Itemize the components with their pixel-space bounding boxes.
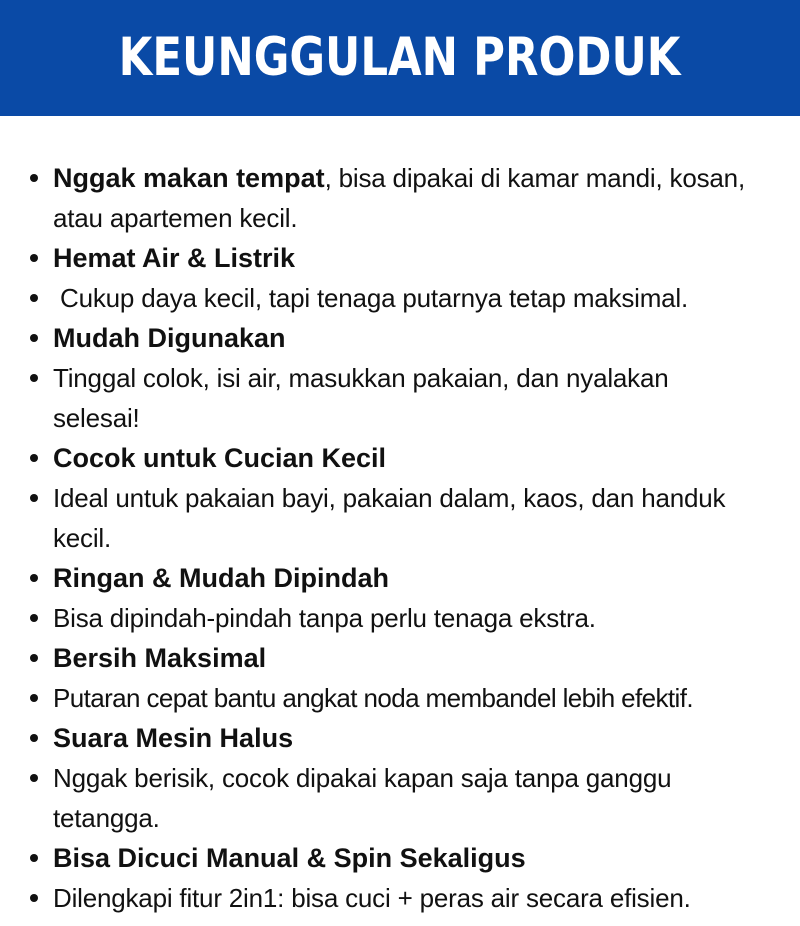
feature-title: Hemat Air & Listrik bbox=[53, 243, 296, 273]
list-item bbox=[0, 878, 760, 918]
feature-description: Putaran cepat bantu angkat noda membandel lebih efektif. bbox=[53, 683, 693, 713]
bullet-icon bbox=[30, 174, 38, 182]
list-item bbox=[0, 718, 760, 758]
feature-title: Bisa Dicuci Manual & Spin Sekaligus bbox=[53, 843, 526, 873]
feature-title: Nggak makan tempat bbox=[53, 163, 325, 193]
bullet-icon bbox=[30, 334, 38, 342]
feature-title: Suara Mesin Halus bbox=[53, 723, 294, 753]
feature-description: , bisa dipakai di kamar mandi, kosan, atau apartemen kecil. bbox=[53, 163, 745, 233]
bullet-icon bbox=[30, 494, 38, 502]
feature-description: Ideal untuk pakaian bayi, pakaian dalam, kaos, dan handuk kecil. bbox=[53, 483, 726, 553]
list-item bbox=[0, 638, 760, 678]
list-item bbox=[0, 158, 760, 238]
list-item bbox=[0, 238, 760, 278]
list-item bbox=[0, 358, 760, 438]
feature-description: Dilengkapi fitur 2in1: bisa cuci + peras air secara efisien. bbox=[53, 883, 691, 913]
feature-description: Bisa dipindah-pindah tanpa perlu tenaga ekstra. bbox=[53, 603, 596, 633]
feature-description: Tinggal colok, isi air, masukkan pakaian, dan nyalakan selesai! bbox=[53, 363, 669, 433]
feature-list bbox=[0, 158, 760, 918]
feature-title: Bersih Maksimal bbox=[53, 643, 267, 673]
bullet-icon bbox=[30, 574, 38, 582]
list-item bbox=[0, 318, 760, 358]
list-item bbox=[0, 678, 760, 718]
bullet-icon bbox=[30, 654, 38, 662]
bullet-icon bbox=[30, 894, 38, 902]
bullet-icon bbox=[30, 694, 38, 702]
feature-title: Ringan & Mudah Dipindah bbox=[53, 563, 389, 593]
feature-description: Nggak berisik, cocok dipakai kapan saja tanpa ganggu tetangga. bbox=[53, 763, 672, 833]
list-item bbox=[0, 278, 760, 318]
bullet-icon bbox=[30, 254, 38, 262]
bullet-icon bbox=[30, 614, 38, 622]
list-item bbox=[0, 838, 760, 878]
list-item bbox=[0, 558, 760, 598]
feature-description: Cukup daya kecil, tapi tenaga putarnya tetap maksimal. bbox=[53, 283, 689, 313]
bullet-icon bbox=[30, 374, 38, 382]
page-title: KEUNGGULAN PRODUK bbox=[119, 26, 681, 88]
list-item bbox=[0, 478, 760, 558]
bullet-icon bbox=[30, 734, 38, 742]
list-item bbox=[0, 438, 760, 478]
feature-title: Mudah Digunakan bbox=[53, 323, 286, 353]
list-item bbox=[0, 758, 760, 838]
feature-title: Cocok untuk Cucian Kecil bbox=[53, 443, 387, 473]
bullet-icon bbox=[30, 854, 38, 862]
bullet-icon bbox=[30, 294, 38, 302]
list-item bbox=[0, 598, 760, 638]
bullet-icon bbox=[30, 774, 38, 782]
bullet-icon bbox=[30, 454, 38, 462]
